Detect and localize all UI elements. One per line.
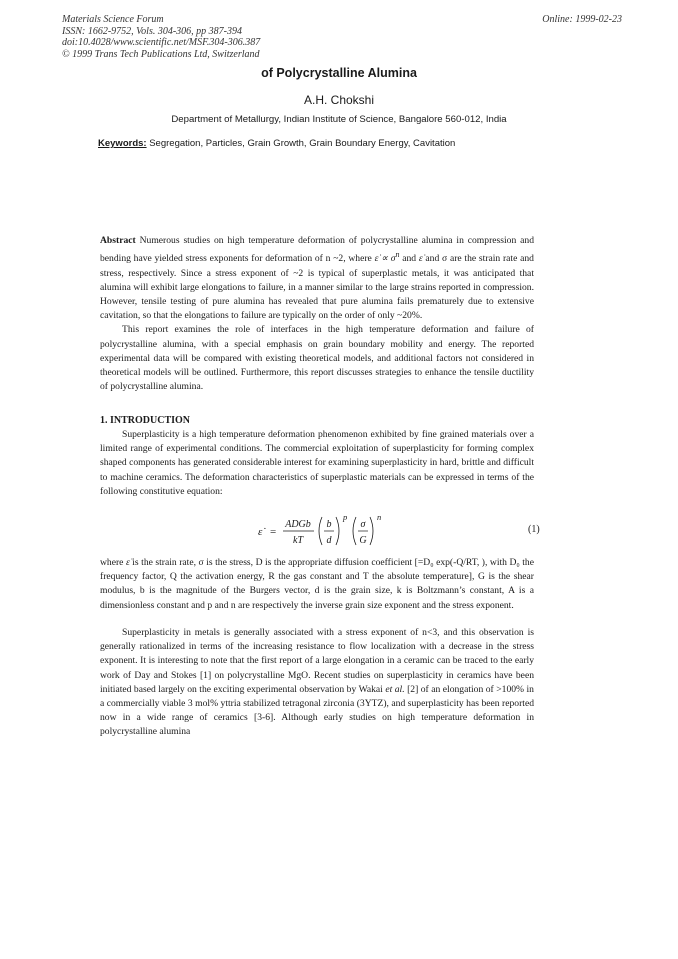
eq-numerator: ADGb [285,519,311,530]
intro-text-2 [100,626,534,740]
intro-paragraph-2 [100,626,534,740]
issn-line: ISSN: 1662-9752, Vols. 304-306, pp 387-394 [62,25,242,37]
where-definitions: is the strain rate, σ is the stress, D is the appropriate diffusion coefficient [=D₀ exp(-Q/RT, ), with D₀ the frequency factor, Q the activation energy, R the gas constant and T the absolute temperature], G is the shear modulus, b is the magnitude of the Burgers vector, d is the grain size, k is Boltzmann’s constant, A is a dimensionless constant and p and n are respectively the inverse grain size exponent and the stress exponent. [100,557,534,611]
keywords-text: Segregation, Particles, Grain Growth, Grain Boundary Energy, Cavitation [149,138,456,149]
eq-paren-right-2 [370,517,373,545]
publication-header [62,14,260,60]
eq-denominator: kT [293,535,303,546]
abstract-text-c: and σ are the strain rate and stress, respectively. Since a stress exponent of ~2 is typical of superplastic metals, it was anticipated that alumina will exhibit large elongations to failure, in a manner similar to the large strains reported in compression. However, tensile testing of pure alumina has revealed that pure alumina fails prematurely due to extensive cavitation, so that the elongations to failure are typically on the order of only ~20%. [100,253,534,322]
eq-paren-left-2 [353,517,356,545]
equation-number: (1) [528,524,540,535]
relation-text: ε̇ ∝ σ [374,253,396,265]
where-text [100,556,534,613]
intro-text-2b: [2] of an elongation of >100% in a commercially viable 3 mol% yttria stabilized tetragonal zirconia (3YTZ), and superplasticity has been reported now in a wide range of ceramics [3-6]. Although early studies on high temperature deformation in polycrystalline alumina [100,683,534,738]
intro-paragraph-1 [100,428,534,499]
eq-paren-left-1 [319,517,322,545]
abstract-paragraph-2: This report examines the role of interfaces in the high temperature deformation and failure of polycrystalline alumina, with a special emphasis on grain boundary mobility and energy. The reported experimental data will be compared with existing theoretical models, and additional factors not considered in theoretical models will be outlined. Furthermore, this report discusses strategies to enhance the tensile ductility of polycrystalline alumina. [100,324,534,393]
section-heading-introduction: 1. INTRODUCTION [100,415,191,426]
journal-name: Materials Science Forum [62,14,164,25]
eq-exponent-n: n [377,512,382,522]
strain-rate-symbol: ε̇ [418,253,423,265]
eq-paren-right-1 [336,517,339,545]
copyright-line: © 1999 Trans Tech Publications Ltd, Switzerland [62,48,260,60]
abstract-text-b: and [402,253,417,265]
eq-sigma: σ [360,519,366,530]
eq-exponent-p: p [343,512,348,522]
eq-strain-rate: ε̇ [258,526,263,538]
where-label: where [100,557,124,568]
where-strain-symbol: ε̇ [125,557,130,568]
abstract-label: Abstract [100,235,136,246]
abstract-paragraph-1 [100,234,534,323]
eq-b: b [326,519,332,530]
paper-title: of Polycrystalline Alumina [261,66,417,80]
author-affiliation: Department of Metallurgy, Indian Institute of Science, Bangalore 560-012, India [171,114,507,125]
eq-d: d [326,535,332,546]
online-date: Online: 1999-02-23 [542,14,622,25]
abstract [100,234,534,394]
keywords-line [98,138,455,149]
eq-G: G [359,535,367,546]
relation-exponent: n [395,250,400,260]
et-al: et al. [385,683,405,695]
constitutive-equation [256,512,406,552]
keywords-label: Keywords: [98,138,147,149]
author-name: A.H. Chokshi [303,93,375,107]
strain-stress-relation [374,250,400,265]
abstract-text-a: Numerous studies on high temperature deformation of polycrystalline alumina in compression and bending have yielded stress exponents for deformation of n ~2, where [100,235,534,265]
intro-text-1: Superplasticity is a high temperature deformation phenomenon exhibited by fine grained materials over a limited range of experimental conditions. The commercial exploitation of superplasticity for forming complex shaped components has generated considerable interest for examining superplasticity in hard, brittle and difficult to machine ceramics. The deformation characteristics of superplastic materials can be expressed in terms of the following constitutive equation: [100,429,534,497]
equation-definitions [100,556,534,613]
intro-text-2a: Superplasticity in metals is generally associated with a stress exponent of n<3, and this observation is generally rationalized in terms of the increasing resistance to flow localization with a decrease in the stress exponent. It is interesting to note that the first report of a large elongation in a ceramic can be traced to the early work of Day and Stokes [1] on polycrystalline MgO. Recent studies on superplasticity in ceramics have been initiated based largely on the exciting experimental observation by Wakai [100,627,534,695]
eq-equals: = [270,526,277,538]
doi-link[interactable]: doi:10.4028/www.scientific.net/MSF.304-306.387 [62,37,261,48]
